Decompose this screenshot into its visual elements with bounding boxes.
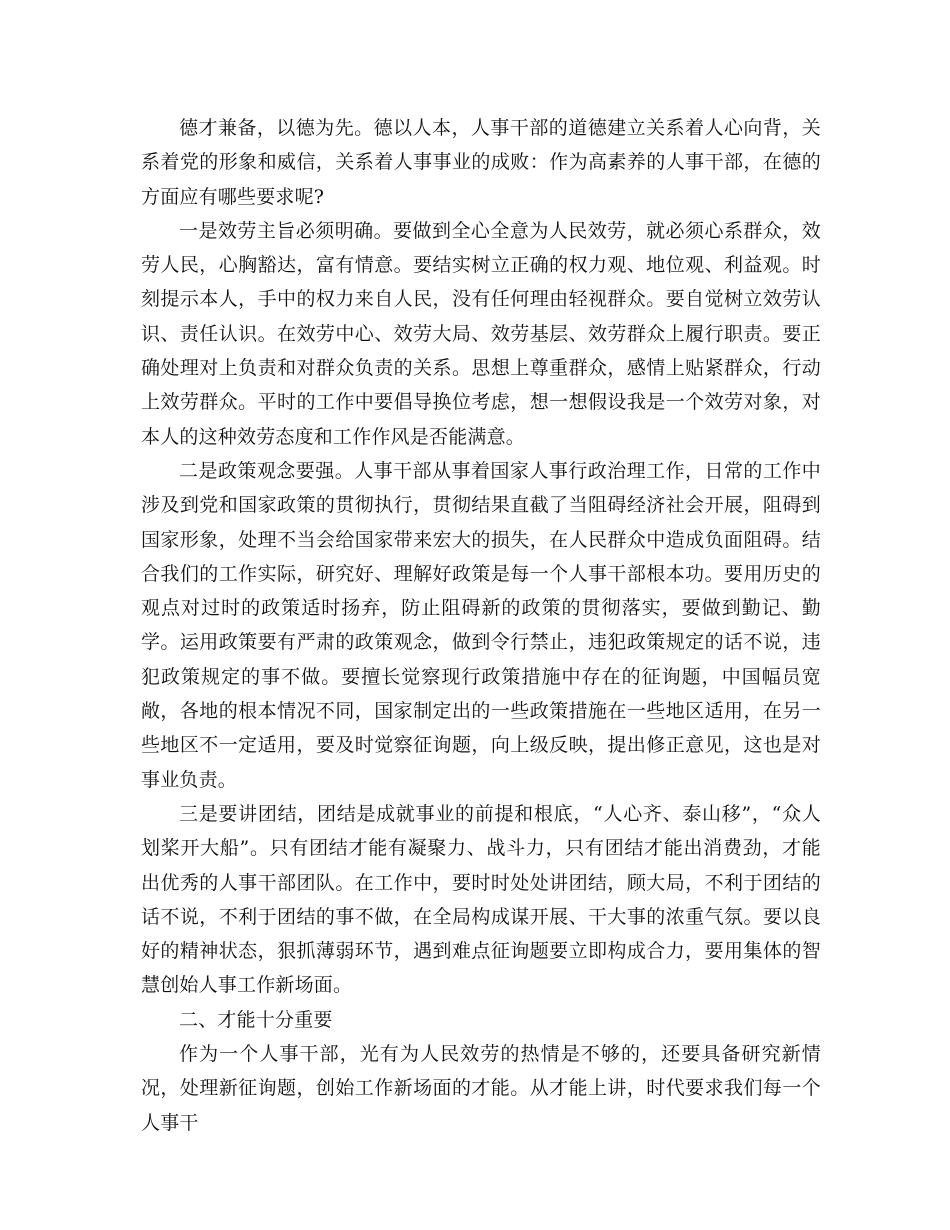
section-heading-ability: 二、才能十分重要 xyxy=(179,1008,333,1031)
paragraph-service-purpose: 一是效劳主旨必须明确。要做到全心全意为人民效劳，就必须心系群众，效劳人民，心胸豁达，富有情意。要结实树立正确的权力观、地位观、利益观。时刻提示本人，手中的权力来自人民，没有任何理由轻视群众。要自觉树立效劳认识、责任认识。在效劳中心、效劳大局、效劳基层、效劳群众上履行职责。要正确处理对上负责和对群众负责的关系。思想上尊重群众，感情上贴紧群众，行动上效劳群众。平时的工作中要倡导换位考虑，想一想假设我是一个效劳对象，对本人的这种效劳态度和工作作风是否能满意。 xyxy=(141,219,821,448)
document-body xyxy=(141,111,821,1140)
paragraph-ability-intro: 作为一个人事干部，光有为人民效劳的热情是不够的，还要具备研究新情况，处理新征询题，创始工作新场面的才能。从才能上讲，时代要求我们每一个人事干 xyxy=(141,1043,821,1134)
paragraph-policy-awareness: 二是政策观念要强。人事干部从事着国家人事行政治理工作，日常的工作中涉及到党和国家政策的贯彻执行，贯彻结果直截了当阻碍经济社会开展，阻碍到国家形象，处理不当会给国家带来宏大的损失，在人民群众中造成负面阻碍。结合我们的工作实际，研究好、理解好政策是每一个人事干部根本功。要用历史的观点对过时的政策适时扬弃，防止阻碍新的政策的贯彻落实，要做到勤记、勤学。运用政策要有严肃的政策观念，做到令行禁止，违犯政策规定的话不说，违犯政策规定的事不做。要擅长觉察现行政策措施中存在的征询题，中国幅员宽敞，各地的根本情况不同，国家制定出的一些政策措施在一些地区适用，在另一些地区不一定适用，要及时觉察征询题，向上级反映，提出修正意见，这也是对事业负责。 xyxy=(141,459,821,791)
paragraph-unity: 三是要讲团结，团结是成就事业的前提和根底，“人心齐、泰山移”，“众人划桨开大船”。只有团结才能有凝聚力、战斗力，只有团结才能出消费劲，才能出优秀的人事干部团队。在工作中，要时时处处讲团结，顾大局，不利于团结的话不说，不利于团结的事不做，在全局构成谋开展、干大事的浓重气氛。要以良好的精神状态，狠抓薄弱环节，遇到难点征询题要立即构成合力，要用集体的智慧创始人事工作新场面。 xyxy=(141,802,821,997)
paragraph-morality-intro: 德才兼备，以德为先。德以人本，人事干部的道德建立关系着人心向背，关系着党的形象和威信，关系着人事事业的成败：作为高素养的人事干部，在德的方面应有哪些要求呢? xyxy=(141,117,821,208)
